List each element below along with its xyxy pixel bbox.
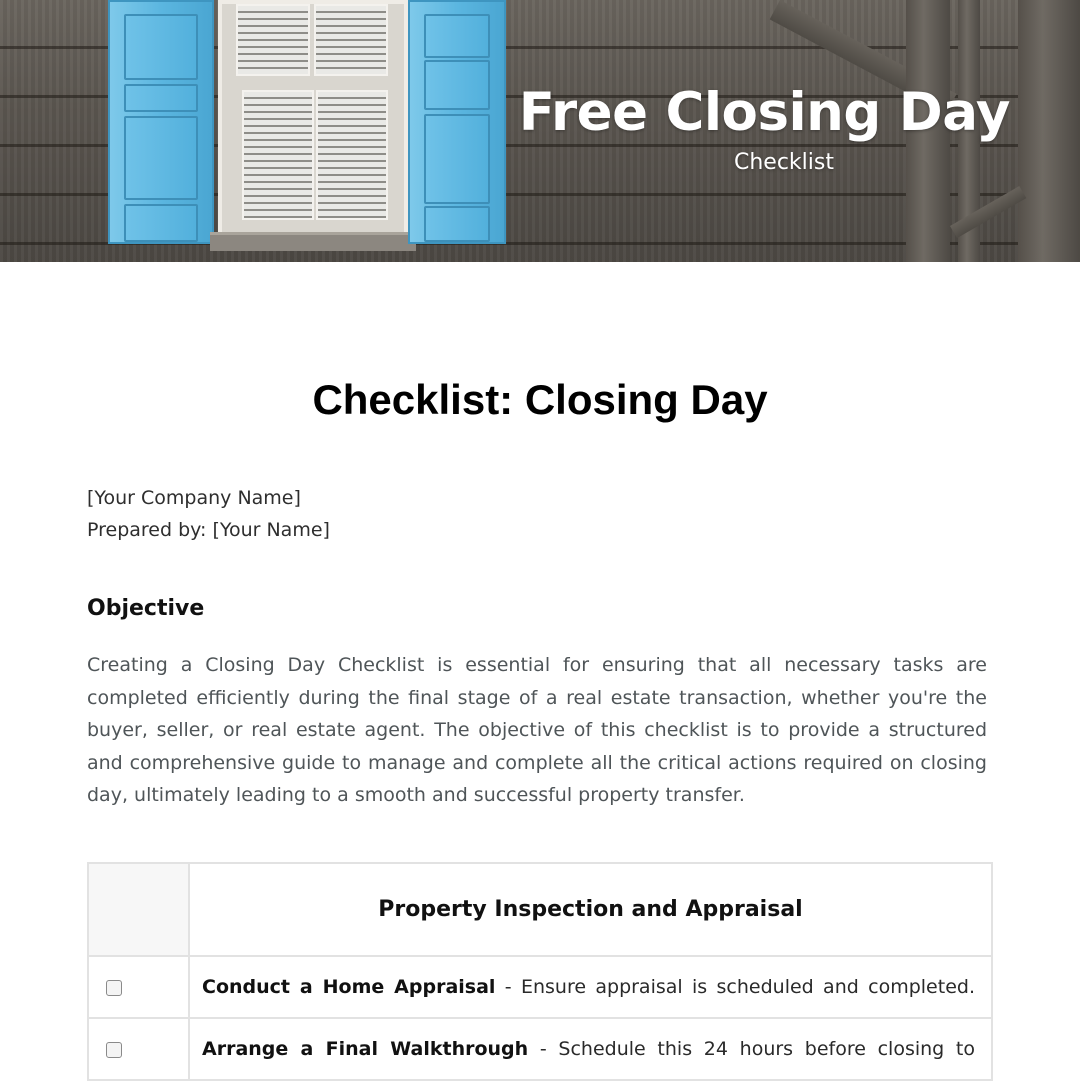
table-row	[88, 1018, 992, 1080]
table-header-row	[88, 863, 992, 956]
item-checkbox[interactable]	[106, 1042, 122, 1058]
prepared-by: Prepared by: [Your Name]	[87, 519, 330, 541]
porch-post-right	[1018, 0, 1080, 262]
document-meta	[87, 482, 330, 546]
item-text-cell	[189, 1018, 992, 1080]
item-description: - Schedule this 24 hours before closing to	[528, 1038, 975, 1060]
objective-heading: Objective	[87, 596, 205, 621]
banner-subtitle: Checklist	[734, 150, 834, 175]
checkbox-cell	[88, 1018, 189, 1080]
banner-title: Free Closing Day	[518, 82, 1010, 143]
item-checkbox[interactable]	[106, 980, 122, 996]
window-sill	[210, 232, 416, 251]
left-shutter-image	[108, 0, 214, 244]
window-image	[218, 0, 408, 248]
checklist-table	[87, 862, 993, 1081]
section-title: Property Inspection and Appraisal	[189, 863, 992, 956]
item-name: Conduct a Home Appraisal	[202, 976, 496, 998]
checkbox-column-header	[88, 863, 189, 956]
company-name: [Your Company Name]	[87, 487, 301, 509]
item-name: Arrange a Final Walkthrough	[202, 1038, 529, 1060]
document-title: Checklist: Closing Day	[312, 376, 768, 423]
objective-paragraph: Creating a Closing Day Checklist is essential for ensuring that all necessary tasks are completed efficiently during the final stage of a real estate transaction, whether you're the buyer, seller, or real estate agent. The objective of this checklist is to provide a structured and comprehensive guide to manage and complete all the critical actions required on closing day, ultimately leading to a smooth and successful property transfer.	[87, 654, 987, 807]
table-row	[88, 956, 992, 1018]
right-shutter-image	[408, 0, 506, 244]
item-description: - Ensure appraisal is scheduled and completed.	[495, 976, 975, 998]
header-banner	[0, 0, 1080, 262]
item-text-cell	[189, 956, 992, 1018]
checkbox-cell	[88, 956, 189, 1018]
